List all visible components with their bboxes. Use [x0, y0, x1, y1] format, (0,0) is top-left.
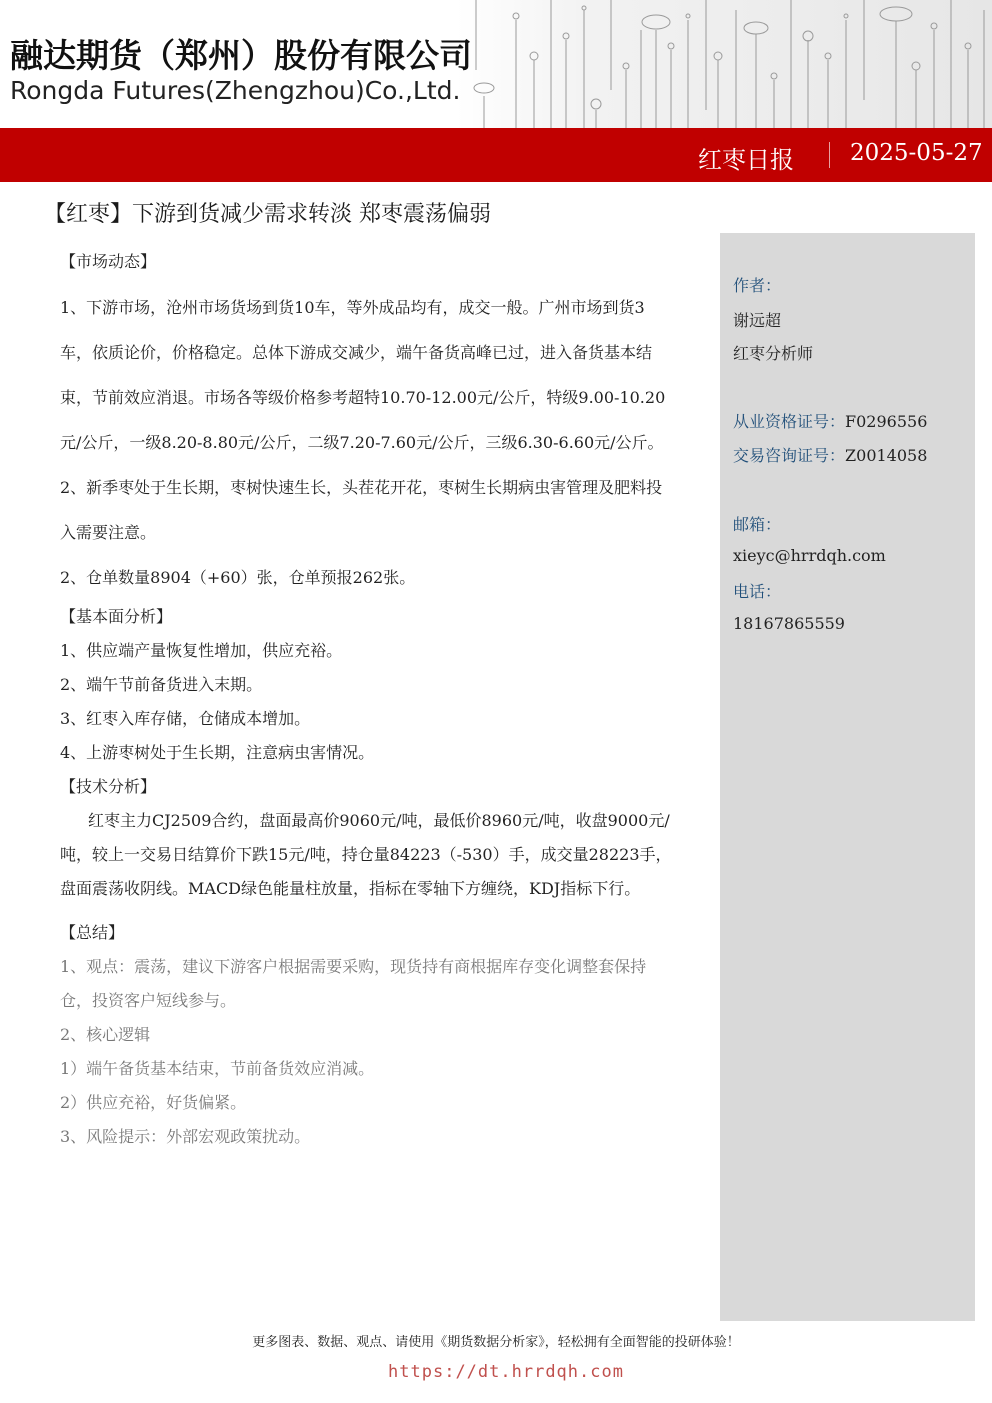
qualification-number: F0296556 [845, 412, 928, 431]
report-type-bar [0, 128, 992, 182]
report-date: 2025-05-27 [850, 140, 983, 166]
email-address[interactable]: xieyc@hrrdqh.com [733, 546, 886, 565]
fundamental-item: 3、红枣入库存储，仓储成本增加。 [60, 709, 311, 728]
summary-item: 3、风险提示：外部宏观政策扰动。 [60, 1127, 311, 1146]
decorative-lines-graphic [456, 0, 992, 128]
fundamental-item: 2、端午节前备货进入末期。 [60, 675, 263, 694]
consult-number: Z0014058 [845, 446, 928, 465]
report-body [60, 245, 675, 1154]
phone-number: 18167865559 [733, 614, 845, 633]
bar-divider [829, 142, 830, 168]
author-title: 红枣分析师 [733, 344, 814, 363]
qualification-row [733, 409, 927, 432]
market-paragraph-1: 1、下游市场，沧州市场货场到货10车，等外成品均有，成交一般。广州市场到货3车，依质论价，价格稳定。总体下游成交减少，端午备货高峰已过，进入备货基本结束，节前效应消退。市场各等级价格参考超特10.70-12.00元/公斤，特级9.00-10.20元/公斤，一级8.20-8.80元/公斤，二级7.20-7.60元/公斤，三级6.30-6.60元/公斤。 [60, 298, 666, 452]
summary-heading: 【总结】 [60, 923, 125, 942]
consult-label: 交易咨询证号： [733, 446, 846, 465]
footer-url-link[interactable]: https://dt.hrrdqh.com [388, 1362, 624, 1382]
qualification-label: 从业资格证号： [733, 412, 846, 431]
summary-item: 1）端午备货基本结束，节前备货效应消减。 [60, 1059, 375, 1078]
summary-item: 1、观点：震荡，建议下游客户根据需要采购，现货持有商根据库存变化调整套保持仓，投资客户短线参与。 [60, 957, 647, 1010]
company-name-cn: 融达期货（郑州）股份有限公司 [10, 36, 472, 75]
fundamental-item: 1、供应端产量恢复性增加，供应充裕。 [60, 641, 343, 660]
author-name: 谢远超 [733, 311, 782, 330]
consult-row [733, 443, 927, 466]
report-title: 【红枣】下游到货减少需求转淡 郑枣震荡偏弱 [44, 202, 491, 227]
technical-heading: 【技术分析】 [60, 777, 157, 796]
company-name-en: Rongda Futures(Zhengzhou)Co.,Ltd. [10, 76, 461, 105]
email-label: 邮箱： [733, 515, 782, 534]
market-paragraph-3: 2、仓单数量8904（+60）张，仓单预报262张。 [60, 568, 416, 587]
fundamental-item: 4、上游枣树处于生长期，注意病虫害情况。 [60, 743, 375, 762]
author-label: 作者： [733, 276, 782, 295]
fundamental-heading: 【基本面分析】 [60, 607, 173, 626]
market-paragraph-2: 2、新季枣处于生长期，枣树快速生长，头茬花开花，枣树生长期病虫害管理及肥料投入需要注意。 [60, 478, 663, 542]
summary-item: 2）供应充裕，好货偏紧。 [60, 1093, 247, 1112]
author-sidebar [720, 233, 975, 1321]
footer-promo: 更多图表、数据、观点、请使用《期货数据分析家》，轻松拥有全面智能的投研体验！ [252, 1335, 740, 1350]
report-header [0, 0, 992, 128]
header-decoration [456, 0, 992, 128]
market-heading: 【市场动态】 [60, 252, 157, 271]
phone-label: 电话： [733, 582, 782, 601]
report-type: 红枣日报 [698, 146, 794, 174]
technical-paragraph: 红枣主力CJ2509合约，盘面最高价9060元/吨，最低价8960元/吨，收盘9000元/吨，较上一交易日结算价下跌15元/吨，持仓量84223（-530）手，成交量28223手，盘面震荡收阴线。MACD绿色能量柱放量，指标在零轴下方缠绕，KDJ指标下行。 [60, 811, 672, 898]
summary-item: 2、核心逻辑 [60, 1025, 151, 1044]
